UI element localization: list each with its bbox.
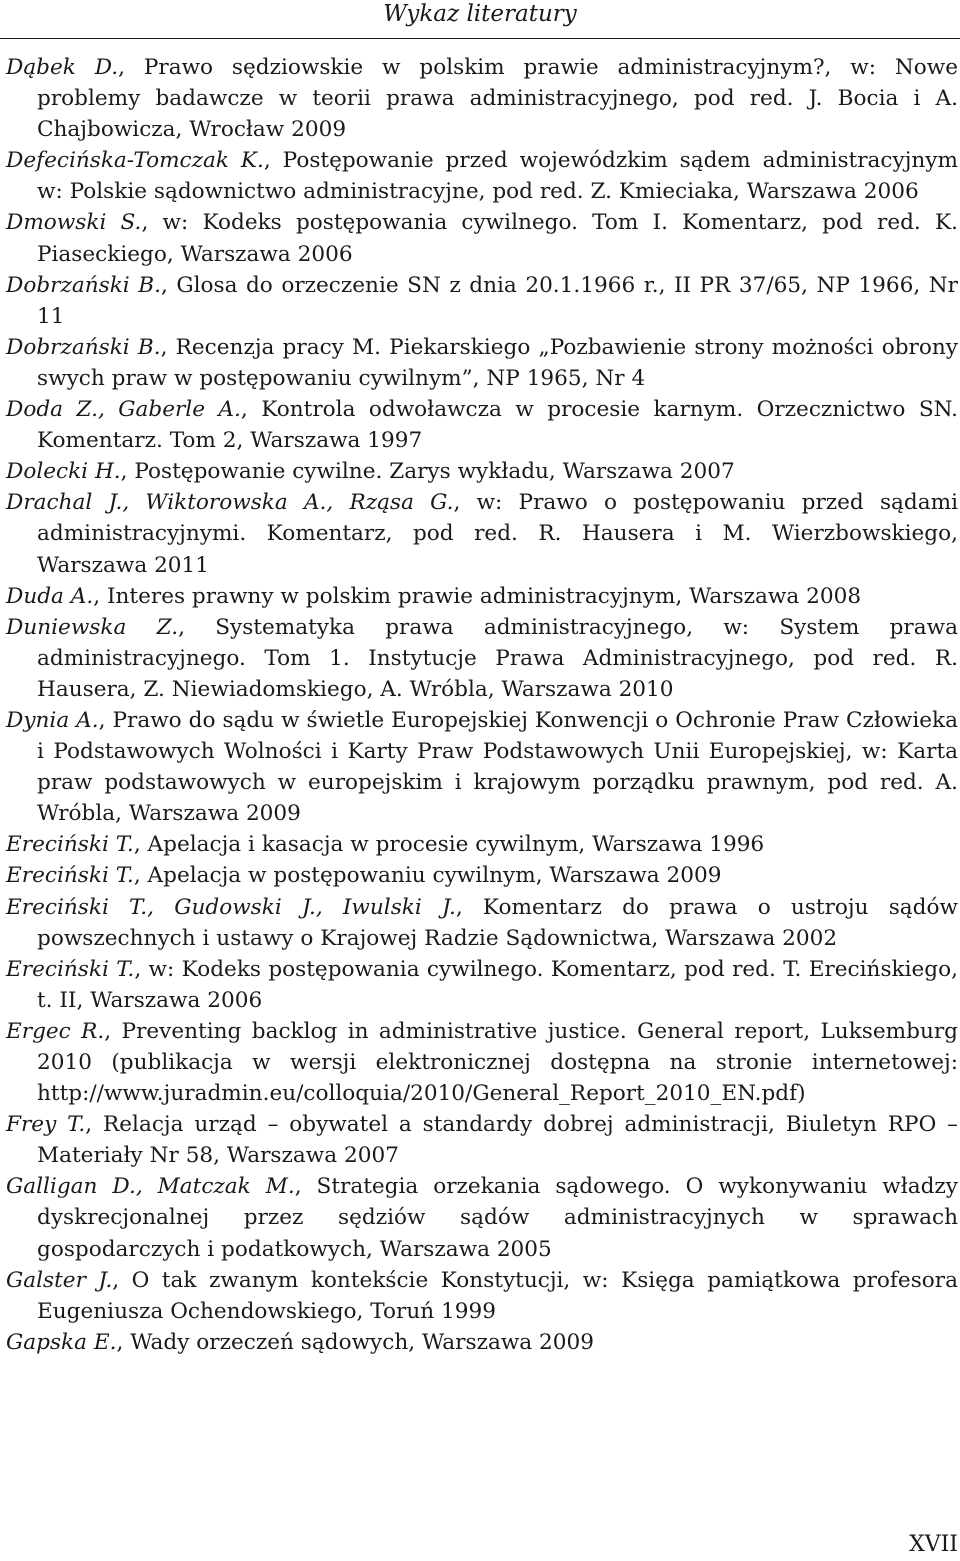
entry-author: Gapska E.: [6, 1329, 117, 1355]
entry-text: , Kontrola odwoławcza w procesie karnym. Orzecznictwo SN. Komentarz. Tom 2, Warszawa 1997: [37, 397, 958, 454]
entry-author: Ereciński T., Gudowski J., Iwulski J.: [6, 894, 456, 920]
bibliography-entry: [6, 954, 958, 1016]
bibliography-entry: [6, 1327, 958, 1358]
bibliography-entry: [6, 1109, 958, 1171]
entry-text: , Wady orzeczeń sądowych, Warszawa 2009: [116, 1329, 595, 1355]
entry-author: Duniewska Z.: [6, 614, 179, 640]
entry-text: , Interes prawny w polskim prawie administracyjnym, Warszawa 2008: [93, 583, 862, 609]
bibliography-entry: [6, 892, 958, 954]
entry-author: Doda Z., Gaberle A.: [6, 397, 241, 423]
entry-text: , Prawo do sądu w świetle Europejskiej Konwencji o Ochronie Praw Człowieka i Podstawowych Wolności i Karty Praw Podstawowych Unii Europejskiej, w: Karta praw podstawowych w europejskim i krajowym porządku prawnym, pod red. A. Wróbla, Warszawa 2009: [37, 707, 958, 827]
bibliography-entry: [6, 145, 958, 207]
entry-text: , O tak zwanym kontekście Konstytucji, w: Księga pamiątkowa profesora Eugeniusza Ochendowskiego, Toruń 1999: [37, 1267, 958, 1324]
entry-text: , Recenzja pracy M. Piekarskiego „Pozbawienie strony możności obrony swych praw w postępowaniu cywilnym”, NP 1965, Nr 4: [37, 334, 958, 391]
entry-text: , w: Kodeks postępowania cywilnego. Tom I. Komentarz, pod red. K. Piaseckiego, Warszawa 2006: [37, 210, 958, 267]
bibliography-entry: [6, 456, 958, 487]
entry-author: Duda A.: [6, 583, 94, 609]
entry-author: Defecińska-Tomczak K.: [6, 148, 264, 174]
page-number: XVII: [909, 1532, 958, 1557]
entry-author: Dobrzański B.: [6, 272, 161, 298]
entry-author: Dmowski S.: [6, 210, 142, 236]
entry-author: Galster J.: [6, 1267, 113, 1293]
entry-author: Frey T.: [6, 1112, 86, 1138]
bibliography-entry: [6, 270, 958, 332]
entry-text: , Apelacja i kasacja w procesie cywilnym, Warszawa 1996: [133, 832, 765, 858]
entry-text: , Komentarz do prawa o ustroju sądów powszechnych i ustawy o Krajowej Radzie Sądownictwa, Warszawa 2002: [37, 894, 958, 951]
bibliography-list: [6, 52, 958, 1358]
entry-text: , Apelacja w postępowaniu cywilnym, Warszawa 2009: [133, 863, 722, 889]
page-header: [0, 0, 960, 40]
entry-author: Dobrzański B.: [6, 334, 161, 360]
header-divider: [0, 38, 960, 39]
entry-text: , Systematyka prawa administracyjnego, w: System prawa administracyjnego. Tom 1. Instytucje Prawa Administracyjnego, pod red. R. Hausera, Z. Niewiadomskiego, A. Wróbla, Warszawa 2010: [37, 614, 958, 702]
bibliography-entry: [6, 332, 958, 394]
entry-author: Drachal J., Wiktorowska A., Rząsa G.: [6, 490, 454, 516]
bibliography-entry: [6, 612, 958, 705]
entry-author: Galligan D., Matczak M.: [6, 1174, 295, 1200]
entry-text: , w: Prawo o postępowaniu przed sądami administracyjnymi. Komentarz, pod red. R. Hausera i M. Wierzbowskiego, Warszawa 2011: [37, 490, 958, 578]
bibliography-entry: [6, 1171, 958, 1264]
bibliography-entry: [6, 1016, 958, 1109]
bibliography-entry: [6, 1265, 958, 1327]
entry-text: , Postępowanie cywilne. Zarys wykładu, Warszawa 2007: [120, 459, 735, 485]
bibliography-entry: [6, 705, 958, 829]
entry-text: , Glosa do orzeczenie SN z dnia 20.1.1966 r., II PR 37/65, NP 1966, Nr 11: [37, 272, 958, 329]
bibliography-entry: [6, 860, 958, 891]
bibliography-entry: [6, 487, 958, 580]
entry-author: Ereciński T.: [6, 863, 134, 889]
bibliography-entry: [6, 581, 958, 612]
entry-text: , w: Kodeks postępowania cywilnego. Komentarz, pod red. T. Erecińskiego, t. II, Warszawa 2006: [37, 956, 958, 1013]
entry-text: , Preventing backlog in administrative justice. General report, Luksemburg 2010 (publikacja w wersji elektronicznej dostępna na stronie internetowej: http://www.juradmin.eu/colloquia/2010/General_Report_2010_EN.pdf): [37, 1018, 958, 1107]
bibliography-entry: [6, 829, 958, 860]
entry-text: , Relacja urząd – obywatel a standardy dobrej administracji, Biuletyn RPO – Materiały Nr 58, Warszawa 2007: [37, 1112, 958, 1169]
entry-author: Dolecki H.: [6, 459, 121, 485]
entry-text: , Postępowanie przed wojewódzkim sądem administracyjnym w: Polskie sądownictwo administracyjne, pod red. Z. Kmieciaka, Warszawa 2006: [37, 148, 958, 205]
bibliography-entry: [6, 394, 958, 456]
bibliography-entry: [6, 207, 958, 269]
entry-author: Ereciński T.: [6, 832, 134, 858]
entry-author: Dynia A.: [6, 707, 99, 733]
entry-author: Ereciński T.: [6, 956, 135, 982]
entry-text: , Strategia orzekania sądowego. O wykonywaniu władzy dyskrecjonalnej przez sędziów sądów administracyjnych w sprawach gospodarczych i podatkowych, Warszawa 2005: [37, 1174, 958, 1262]
page-title: Wykaz literatury: [383, 1, 577, 27]
entry-author: Dąbek D.: [6, 55, 119, 80]
entry-author: Ergec R.: [6, 1018, 105, 1044]
entry-text: , Prawo sędziowskie w polskim prawie administracyjnym?, w: Nowe problemy badawcze w teorii prawa administracyjnego, pod red. J. Bocia i A. Chajbowicza, Wrocław 2009: [37, 55, 959, 143]
bibliography-entry: [6, 52, 958, 145]
